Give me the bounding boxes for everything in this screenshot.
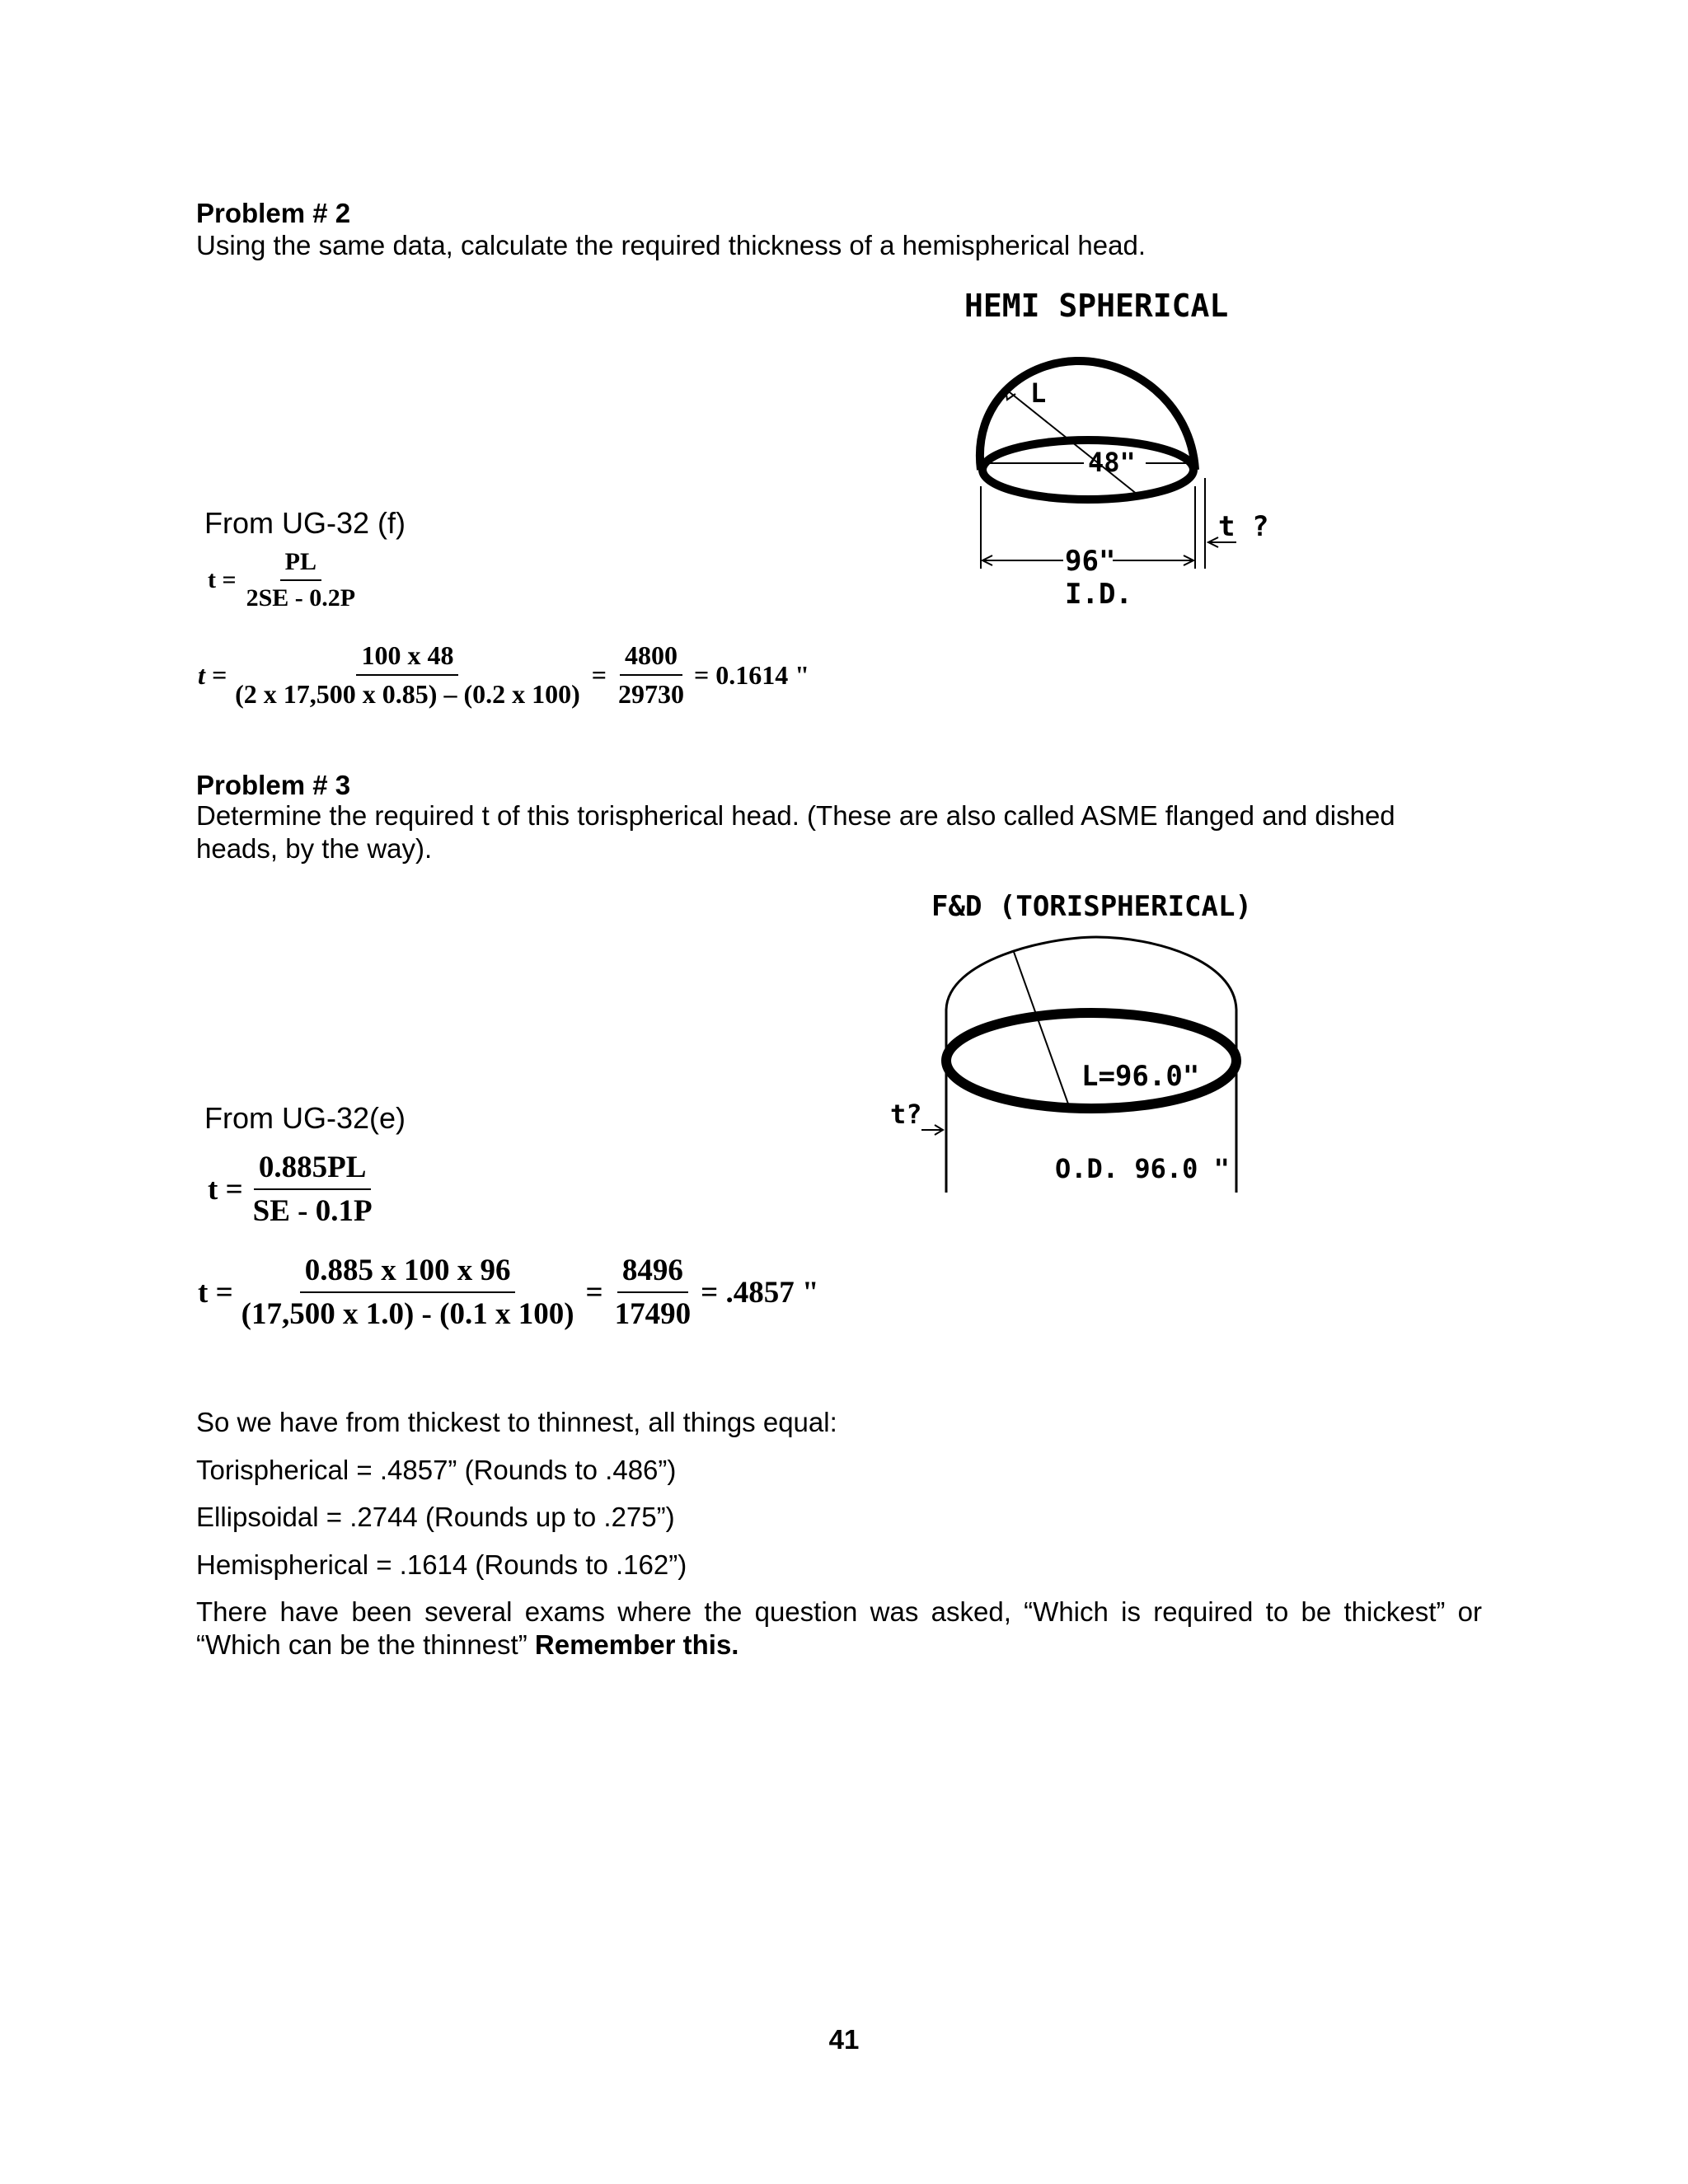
calc-result: = 0.1614 " xyxy=(693,659,809,690)
summary-line: Hemispherical = .1614 (Rounds to .162”) xyxy=(196,1549,687,1580)
calc-result: = .4857 " xyxy=(701,1275,819,1310)
formula-lhs: t = xyxy=(208,566,237,593)
problem-2-text: Using the same data, calculate the required thickness of a hemispherical head. xyxy=(196,230,1146,260)
diameter-label: 96" xyxy=(1065,545,1116,578)
summary-closing xyxy=(196,1596,1482,1661)
summary-line: Torispherical = .4857” (Rounds to .486”) xyxy=(196,1455,677,1485)
calc-denominator-2: 29730 xyxy=(617,679,684,709)
calc-numerator-2: 8496 xyxy=(617,1253,688,1293)
radius-label: 48" xyxy=(1088,447,1136,478)
formula-numerator: PL xyxy=(280,548,321,581)
calc-numerator-2: 4800 xyxy=(620,640,682,676)
problem-3-formula xyxy=(208,1150,377,1229)
problem-2-heading: Problem # 2 xyxy=(196,198,351,228)
problem-3-heading: Problem # 3 xyxy=(196,770,351,800)
calc-equals: = xyxy=(585,1275,603,1310)
problem-3-rule-ref: From UG-32(e) xyxy=(204,1101,406,1135)
l-label: L=96.0" xyxy=(1081,1060,1200,1093)
calc-denominator-2: 17490 xyxy=(614,1297,692,1331)
problem-2-formula xyxy=(208,548,360,612)
torispherical-head-diagram xyxy=(890,886,1269,1216)
closing-emphasis: Remember this. xyxy=(534,1629,739,1660)
calc-lhs: t = xyxy=(198,659,227,690)
thickness-label: t? xyxy=(890,1099,922,1130)
formula-denominator: 2SE - 0.2P xyxy=(246,584,356,612)
summary-line: Ellipsoidal = .2744 (Rounds up to .275”) xyxy=(196,1502,675,1532)
page-number: 41 xyxy=(828,2024,860,2055)
closing-text: There have been several exams where the question was asked, “Which is required to be thickest” or “Which can be the thinnest” xyxy=(196,1596,1482,1660)
l-label: L xyxy=(1030,377,1047,409)
formula-numerator: 0.885PL xyxy=(254,1150,372,1190)
problem-2-calculation xyxy=(198,640,809,710)
hemispherical-head-diagram xyxy=(956,280,1302,626)
problem-3-text: Determine the required t of this torispherical head. (These are also called ASME flanged and dished heads, by the way). xyxy=(196,800,1395,864)
problem-3-calculation xyxy=(198,1253,818,1332)
formula-denominator: SE - 0.1P xyxy=(252,1194,373,1228)
id-label: I.D. xyxy=(1065,578,1132,611)
calc-numerator: 0.885 x 100 x 96 xyxy=(300,1253,516,1293)
diagram-title: HEMI SPHERICAL xyxy=(964,288,1229,324)
formula-lhs: t = xyxy=(208,1172,243,1207)
calc-denominator: (17,500 x 1.0) - (0.1 x 100) xyxy=(241,1297,574,1331)
dome-outline xyxy=(946,937,1236,1059)
calc-denominator: (2 x 17,500 x 0.85) – (0.2 x 100) xyxy=(235,679,580,709)
diagram-title: F&D (TORISPHERICAL) xyxy=(931,890,1252,923)
summary-intro: So we have from thickest to thinnest, all things equal: xyxy=(196,1407,837,1437)
calc-lhs: t = xyxy=(198,1275,233,1310)
od-label: O.D. 96.0 " xyxy=(1055,1153,1230,1184)
thickness-label: t ? xyxy=(1218,510,1269,543)
calc-numerator: 100 x 48 xyxy=(356,640,458,676)
problem-2-rule-ref: From UG-32 (f) xyxy=(204,506,406,540)
calc-equals: = xyxy=(591,659,607,690)
radius-line xyxy=(1014,952,1070,1108)
